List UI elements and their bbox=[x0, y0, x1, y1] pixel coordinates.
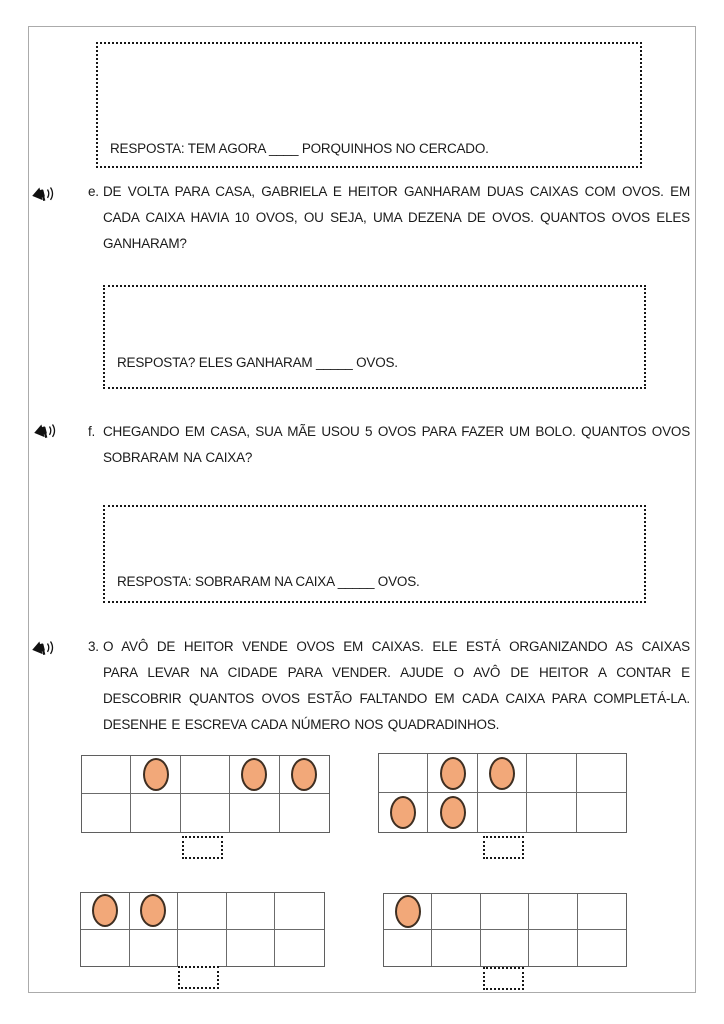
egg-cell bbox=[81, 893, 130, 930]
egg bbox=[241, 758, 267, 791]
question-text-line: DESCOBRIR QUANTOS OVOS ESTÃO FALTANDO EM CADA CAIXA PARA COMPLETÁ-LA. bbox=[103, 691, 690, 706]
egg-cell bbox=[478, 793, 527, 832]
egg-cell bbox=[529, 930, 577, 966]
answer-box-label: RESPOSTA? ELES GANHARAM _____ OVOS. bbox=[117, 355, 398, 370]
megaphone-icon bbox=[31, 638, 55, 658]
question-3 bbox=[88, 634, 690, 738]
egg bbox=[291, 758, 317, 791]
question-text bbox=[103, 179, 690, 257]
egg-cell bbox=[578, 894, 626, 930]
egg-cell bbox=[131, 756, 180, 794]
egg bbox=[489, 757, 515, 790]
answer-box-porquinhos bbox=[96, 42, 642, 168]
answer-box-label: RESPOSTA: SOBRARAM NA CAIXA _____ OVOS. bbox=[117, 574, 420, 589]
question-label: e. bbox=[88, 184, 99, 199]
egg-cell bbox=[178, 893, 227, 930]
egg-cell bbox=[275, 930, 324, 967]
question-text-line: SOBRARAM NA CAIXA? bbox=[103, 450, 253, 465]
egg-cell bbox=[577, 793, 626, 832]
egg-cell bbox=[577, 754, 626, 793]
egg bbox=[440, 757, 466, 790]
egg-cell bbox=[428, 754, 477, 793]
megaphone-icon bbox=[31, 184, 55, 204]
egg bbox=[440, 796, 466, 829]
egg bbox=[140, 894, 166, 927]
egg-cell bbox=[82, 794, 131, 832]
egg-box-1 bbox=[81, 755, 330, 833]
question-label: 3. bbox=[88, 639, 99, 654]
egg bbox=[92, 894, 118, 927]
egg-cell bbox=[529, 894, 577, 930]
egg-box-2 bbox=[378, 753, 627, 833]
egg-grid bbox=[80, 892, 325, 967]
egg bbox=[143, 758, 169, 791]
egg-grid bbox=[383, 893, 627, 967]
egg-cell bbox=[130, 893, 179, 930]
number-box bbox=[182, 836, 223, 859]
answer-box-ovos-sobraram bbox=[103, 505, 646, 603]
answer-box-ovos-ganharam bbox=[103, 285, 646, 389]
number-box bbox=[483, 967, 524, 990]
egg-cell bbox=[280, 756, 329, 794]
number-box bbox=[483, 836, 524, 859]
egg-cell bbox=[527, 793, 576, 832]
question-text-line: O AVÔ DE HEITOR VENDE OVOS EM CAIXAS. ELE ESTÁ ORGANIZANDO AS CAIXAS bbox=[103, 639, 690, 654]
egg-cell bbox=[130, 930, 179, 967]
egg-cell bbox=[230, 794, 279, 832]
egg-cell bbox=[379, 754, 428, 793]
egg-cell bbox=[527, 754, 576, 793]
egg-cell bbox=[379, 793, 428, 832]
egg-cell bbox=[432, 930, 480, 966]
egg-cell bbox=[578, 930, 626, 966]
question-f bbox=[88, 419, 690, 471]
egg-cell bbox=[481, 930, 529, 966]
egg-cell bbox=[384, 894, 432, 930]
question-label: f. bbox=[88, 424, 96, 439]
question-text-line: CADA CAIXA HAVIA 10 OVOS, OU SEJA, UMA DEZENA DE OVOS. QUANTOS OVOS ELES bbox=[103, 210, 690, 225]
egg bbox=[390, 796, 416, 829]
question-text-line: PARA LEVAR NA CIDADE PARA VENDER. AJUDE O AVÔ DE HEITOR A CONTAR E bbox=[103, 665, 690, 680]
egg-cell bbox=[481, 894, 529, 930]
egg-cell bbox=[478, 754, 527, 793]
egg-grid bbox=[378, 753, 627, 833]
question-text-line: GANHARAM? bbox=[103, 236, 187, 251]
egg-cell bbox=[230, 756, 279, 794]
question-text-line: DESENHE E ESCREVA CADA NÚMERO NOS QUADRADINHOS. bbox=[103, 717, 500, 732]
egg-grid bbox=[81, 755, 330, 833]
egg-cell bbox=[432, 894, 480, 930]
egg-cell bbox=[81, 930, 130, 967]
egg-box-3 bbox=[80, 892, 325, 967]
egg-cell bbox=[275, 893, 324, 930]
egg-cell bbox=[131, 794, 180, 832]
egg-cell bbox=[384, 930, 432, 966]
egg bbox=[395, 895, 421, 928]
egg-cell bbox=[227, 893, 276, 930]
answer-box-label: RESPOSTA: TEM AGORA ____ PORQUINHOS NO CERCADO. bbox=[110, 141, 489, 156]
question-text-line: DE VOLTA PARA CASA, GABRIELA E HEITOR GANHARAM DUAS CAIXAS COM OVOS. EM bbox=[103, 184, 690, 199]
egg-cell bbox=[428, 793, 477, 832]
number-box bbox=[178, 966, 219, 989]
question-text-line: CHEGANDO EM CASA, SUA MÃE USOU 5 OVOS PARA FAZER UM BOLO. QUANTOS OVOS bbox=[103, 424, 690, 439]
egg-cell bbox=[82, 756, 131, 794]
egg-cell bbox=[178, 930, 227, 967]
egg-cell bbox=[227, 930, 276, 967]
egg-cell bbox=[280, 794, 329, 832]
question-text bbox=[103, 419, 690, 471]
egg-box-4 bbox=[383, 893, 627, 967]
question-text bbox=[103, 634, 690, 738]
question-e bbox=[88, 179, 690, 257]
egg-cell bbox=[181, 756, 230, 794]
megaphone-icon bbox=[33, 421, 57, 441]
egg-cell bbox=[181, 794, 230, 832]
